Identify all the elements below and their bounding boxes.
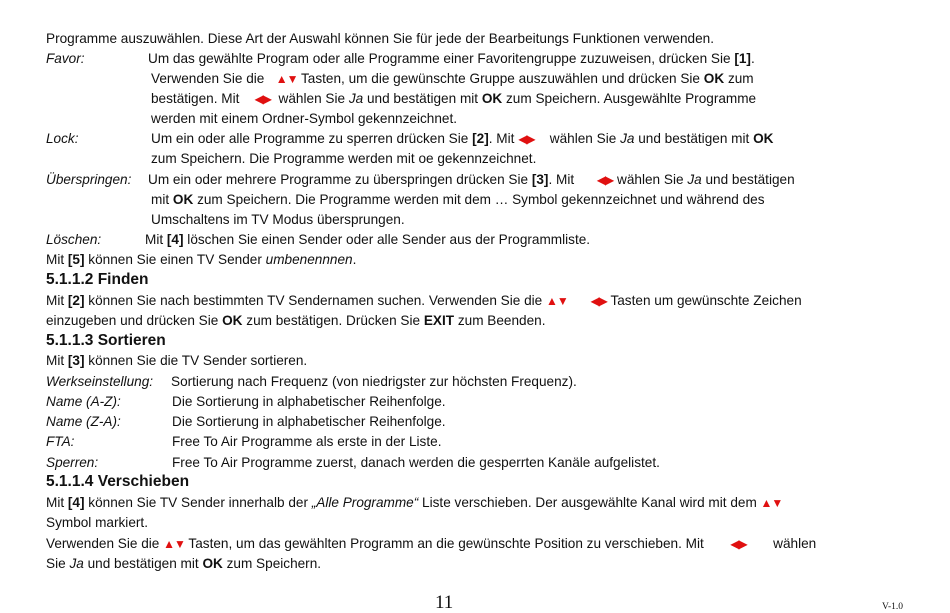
favor-line-1: Um das gewählte Program oder alle Programme einer Favoritengruppe zuzuweisen, drücken Sie [1].: [148, 51, 755, 66]
heading-move: 5.1.1.4 Verschieben: [46, 473, 190, 490]
left-right-arrows-icon: ◀▶: [590, 294, 607, 308]
favor-line-4: werden mit einem Ordner-Symbol gekennzeichnet.: [151, 111, 458, 126]
sort-desc: Free To Air Programme als erste in der Liste.: [172, 434, 442, 449]
left-right-arrows-icon: ◀▶: [596, 173, 614, 187]
term-favor: Favor:: [46, 51, 85, 66]
lock-line-1: Um ein oder alle Programme zu sperren drücken Sie [2]. Mit ◀▶ wählen Sie Ja und bestätigen mit OK: [151, 131, 774, 146]
skip-line-3: Umschaltens im TV Modus übersprungen.: [151, 212, 405, 227]
term-skip: Überspringen:: [46, 172, 132, 187]
sort-desc: Free To Air Programme zuerst, danach werden die gesperrten Kanäle aufgelistet.: [172, 455, 660, 470]
sort-desc: Sortierung nach Frequenz (von niedrigster zur höchsten Frequenz).: [171, 374, 577, 389]
favor-line-2: Verwenden Sie die ▲▼ Tasten, um die gewünschte Gruppe auszuwählen und drücken Sie OK zum: [151, 71, 754, 86]
sort-term: Name (Z-A):: [46, 414, 121, 429]
delete-line-1: Mit [4] löschen Sie einen Sender oder alle Sender aus der Programmliste.: [145, 232, 591, 247]
sort-term: Sperren:: [46, 455, 99, 470]
favor-line-3: bestätigen. Mit ◀▶ wählen Sie Ja und bestätigen mit OK zum Speichern. Ausgewählte Programme: [151, 91, 757, 106]
move-line-4: Sie Ja und bestätigen mit OK zum Speichern.: [46, 556, 322, 571]
term-delete: Löschen:: [46, 232, 102, 247]
page-number: 11: [435, 592, 454, 613]
skip-line-1: Um ein oder mehrere Programme zu überspringen drücken Sie [3]. Mit ◀▶ wählen Sie Ja und bestätigen: [148, 172, 795, 187]
up-down-arrows-icon: ▲▼: [275, 72, 298, 86]
left-right-arrows-icon: ◀▶: [518, 132, 535, 146]
sort-line-1: Mit [3] können Sie die TV Sender sortieren.: [46, 353, 308, 368]
find-line-1: Mit [2] können Sie nach bestimmten TV Sendernamen suchen. Verwenden Sie die ▲▼ ◀▶ Tasten um gewünschte Zeichen: [46, 293, 802, 308]
up-down-arrows-icon: ▲▼: [546, 294, 568, 308]
heading-find: 5.1.1.2 Finden: [46, 271, 149, 288]
up-down-arrows-icon: ▲▼: [760, 496, 783, 510]
find-line-2: einzugeben und drücken Sie OK zum bestätigen. Drücken Sie EXIT zum Beenden.: [46, 313, 546, 328]
sort-desc: Die Sortierung in alphabetischer Reihenfolge.: [172, 394, 446, 409]
move-line-2: Symbol markiert.: [46, 515, 148, 530]
sort-desc: Die Sortierung in alphabetischer Reihenfolge.: [172, 414, 446, 429]
up-down-arrows-icon: ▲▼: [163, 537, 185, 551]
left-right-arrows-icon: ◀▶: [254, 92, 271, 106]
move-line-3: Verwenden Sie die ▲▼ Tasten, um das gewählten Programm an die gewünschte Position zu verschieben. Mit ◀▶ wählen: [46, 536, 817, 551]
lock-line-2: zum Speichern. Die Programme werden mit oe gekennzeichnet.: [151, 151, 537, 166]
term-lock: Lock:: [46, 131, 79, 146]
sort-term: Werkseinstellung:: [46, 374, 154, 389]
heading-sort: 5.1.1.3 Sortieren: [46, 332, 166, 349]
left-right-arrows-icon: ◀▶: [730, 537, 747, 551]
paragraph-line: Programme auszuwählen. Diese Art der Auswahl können Sie für jede der Bearbeitungs Funktionen verwenden.: [46, 31, 714, 46]
skip-line-2: mit OK zum Speichern. Die Programme werden mit dem … Symbol gekennzeichnet und während des: [151, 192, 765, 207]
sort-term: Name (A-Z):: [46, 394, 121, 409]
move-line-1: Mit [4] können Sie TV Sender innerhalb der „Alle Programme“ Liste verschieben. Der ausgewählte Kanal wird mit dem ▲▼: [46, 495, 783, 510]
rename-line: Mit [5] können Sie einen TV Sender umbenennnen.: [46, 252, 357, 267]
version-label: V-1.0: [882, 602, 904, 612]
sort-term: FTA:: [46, 434, 75, 449]
